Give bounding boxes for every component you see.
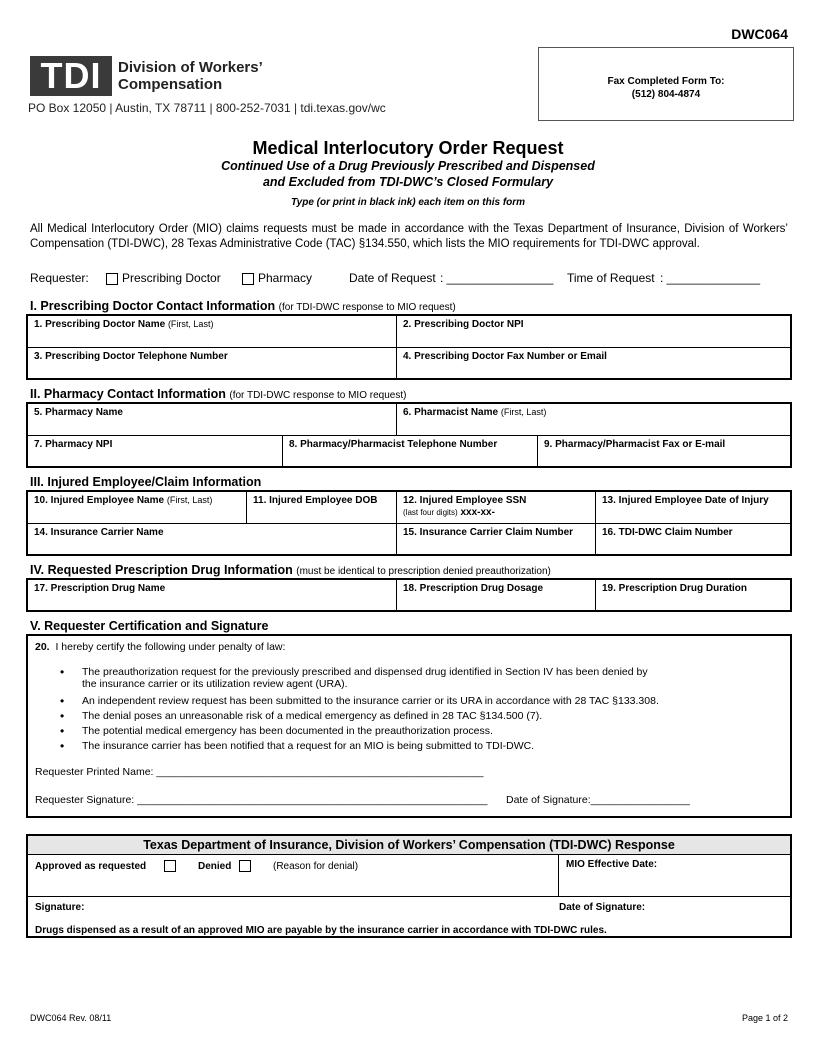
intro-paragraph: All Medical Interlocutory Order (MIO) claims requests must be made in accordance with the Texas Department of Insurance, Division of Workers’ Compensation (TDI-DWC), 28 Texas Administrative Code (TAC) §134.550, which lists the MIO requirements for TDI-DWC approval.: [30, 223, 788, 250]
date-of-injury-field[interactable]: 13. Injured Employee Date of Injury: [602, 495, 769, 506]
mio-effective-date-field[interactable]: MIO Effective Date:: [566, 859, 658, 870]
insurance-carrier-name-field[interactable]: 14. Insurance Carrier Name: [34, 527, 164, 538]
pharmacy-name-field[interactable]: 5. Pharmacy Name: [34, 407, 123, 418]
prescription-drug-duration-field[interactable]: 19. Prescription Drug Duration: [602, 583, 748, 594]
form-subtitle-2: and Excluded from TDI-DWC’s Closed Formulary: [262, 175, 554, 189]
section-5-box: [26, 634, 792, 818]
pharmacy-npi-field[interactable]: 7. Pharmacy NPI: [34, 439, 113, 450]
fax-label: Fax Completed Form To:: [607, 76, 725, 87]
time-of-request-field[interactable]: : ______________: [660, 271, 761, 285]
section-1-heading: I. Prescribing Doctor Contact Information (for TDI-DWC response to MIO request): [30, 299, 456, 313]
dwc-response-box: [26, 834, 792, 938]
response-date-of-signature-field[interactable]: Date of Signature:: [559, 902, 646, 913]
response-signature-field[interactable]: Signature:: [35, 902, 85, 913]
certification-bullet-5: • The insurance carrier has been notified that a request for an MIO is being submitted to TDI-DWC.: [60, 739, 535, 753]
payable-note: Drugs dispensed as a result of an approved MIO are payable by the insurance carrier in accordance with TDI-DWC rules.: [35, 925, 607, 936]
section-3-heading: III. Injured Employee/Claim Information: [30, 475, 262, 489]
prescription-drug-name-field[interactable]: 17. Prescription Drug Name: [34, 583, 166, 594]
org-line-1: Division of Workers’: [118, 59, 263, 76]
fax-box: [538, 47, 794, 121]
section-4-heading: IV. Requested Prescription Drug Information (must be identical to prescription denied preauthorization): [30, 563, 551, 577]
form-instruction: Type (or print in black ink) each item on this form: [290, 197, 526, 208]
response-heading: Texas Department of Insurance, Division of Workers’ Compensation (TDI-DWC) Response: [28, 836, 790, 854]
carrier-claim-number-field[interactable]: 15. Insurance Carrier Claim Number: [403, 527, 574, 538]
requester-date-of-signature-field[interactable]: Date of Signature:_________________: [506, 794, 690, 806]
requester-label: Requester:: [30, 271, 89, 285]
org-name: [118, 59, 263, 93]
requester-signature-field[interactable]: Requester Signature: ____________________________________________________________: [35, 794, 488, 806]
prescribing-doctor-fax-field[interactable]: 4. Prescribing Doctor Fax Number or Email: [403, 351, 607, 362]
fax-number: (512) 804-4874: [631, 89, 701, 100]
form-code: DWC064: [731, 26, 788, 42]
form-revision: DWC064 Rev. 08/11: [30, 1013, 112, 1023]
prescribing-doctor-phone-field[interactable]: 3. Prescribing Doctor Telephone Number: [34, 351, 228, 362]
prescribing-doctor-name-field[interactable]: 1. Prescribing Doctor Name (First, Last): [34, 319, 214, 330]
section-5-heading: V. Requester Certification and Signature: [30, 619, 269, 633]
pharmacy-checkbox[interactable]: [242, 273, 254, 285]
org-address: PO Box 12050 | Austin, TX 78711 | 800-252-7031 | tdi.texas.gov/wc: [28, 101, 386, 115]
time-of-request-label: Time of Request: [567, 271, 655, 285]
certification-bullet-3: • The denial poses an unreasonable risk of a medical emergency as defined in 28 TAC §134.500 (7).: [60, 709, 543, 723]
section-1-table: [26, 314, 792, 380]
tdi-dwc-claim-number-field[interactable]: 16. TDI-DWC Claim Number: [602, 527, 733, 538]
denied-checkbox[interactable]: [239, 860, 251, 872]
certification-bullet-1: • The preauthorization request for the previously prescribed and dispensed drug identified in Section IV has been denied by the insurance carrier or its utilization review agent (URA).: [60, 665, 648, 690]
prescribing-doctor-npi-field[interactable]: 2. Prescribing Doctor NPI: [403, 319, 524, 330]
page-number: Page 1 of 2: [741, 1013, 788, 1023]
section-2-heading: II. Pharmacy Contact Information (for TDI-DWC response to MIO request): [30, 387, 407, 401]
section-2-table: [26, 402, 792, 468]
certification-bullet-2: • An independent review request has been submitted to the insurance carrier or its URA in accordance with 28 TAC §133.308.: [60, 694, 659, 708]
pharmacist-name-field[interactable]: 6. Pharmacist Name (First, Last): [403, 407, 547, 418]
date-of-request-label: Date of Request: [349, 271, 436, 285]
requester-printed-name-field[interactable]: Requester Printed Name: ________________________________________________________: [35, 766, 484, 778]
injured-employee-ssn-field[interactable]: 12. Injured Employee SSN (last four digits) xxx-xx-: [403, 495, 527, 518]
certification-bullet-4: • The potential medical emergency has been documented in the preauthorization process.: [60, 724, 493, 738]
prescribing-doctor-checkbox[interactable]: [106, 273, 118, 285]
section-3-table: [26, 490, 792, 556]
org-line-2: Compensation: [118, 76, 223, 93]
prescription-drug-dosage-field[interactable]: 18. Prescription Drug Dosage: [403, 583, 544, 594]
prescribing-doctor-option: Prescribing Doctor: [122, 271, 221, 285]
form-title: Medical Interlocutory Order Request: [252, 138, 564, 158]
form-subtitle-1: Continued Use of a Drug Previously Prescribed and Dispensed: [221, 159, 595, 173]
injured-employee-name-field[interactable]: 10. Injured Employee Name (First, Last): [34, 495, 213, 506]
certification-statement: 20. I hereby certify the following under penalty of law:: [35, 641, 286, 653]
pharmacy-fax-field[interactable]: 9. Pharmacy/Pharmacist Fax or E-mail: [544, 439, 726, 450]
date-of-request-field[interactable]: : ________________: [440, 271, 554, 285]
denied-label: Denied: [198, 861, 232, 872]
injured-employee-dob-field[interactable]: 11. Injured Employee DOB: [253, 495, 378, 506]
approved-label: Approved as requested: [35, 861, 147, 872]
approved-checkbox[interactable]: [164, 860, 176, 872]
pharmacy-phone-field[interactable]: 8. Pharmacy/Pharmacist Telephone Number: [289, 439, 498, 450]
tdi-logo: TDI: [30, 56, 112, 96]
pharmacy-option: Pharmacy: [258, 271, 313, 285]
denial-reason-field[interactable]: (Reason for denial): [273, 861, 359, 872]
section-4-table: [26, 578, 792, 612]
